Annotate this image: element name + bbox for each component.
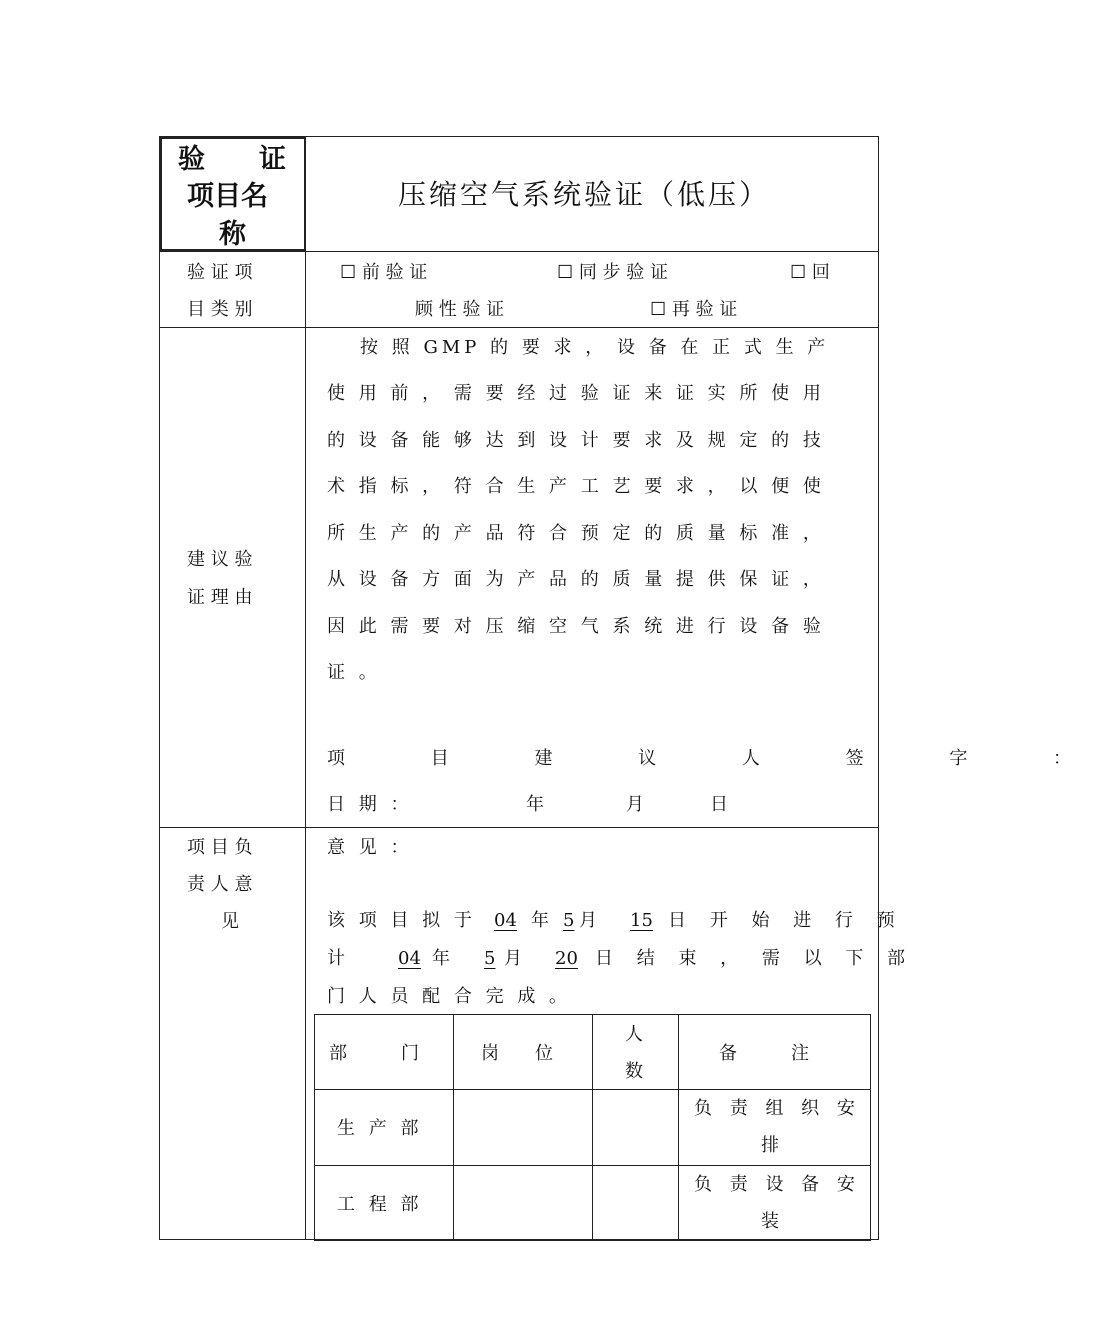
checkbox-concurrent[interactable]: ☐ 同 步 验 证: [557, 262, 669, 283]
opinion-label: 意 见 ：: [327, 837, 413, 858]
manager-label: 责 人 意: [187, 874, 253, 895]
reason-text-line: 的 设 备 能 够 达 到 设 计 要 求 及 规 定 的 技: [327, 430, 825, 451]
project-name-label: 验 证: [178, 144, 286, 175]
row-dept: 生 产 部: [337, 1118, 423, 1140]
reason-text-line: 使 用 前 ， 需 要 经 过 验 证 来 证 实 所 使 用: [327, 383, 825, 404]
category-label: 目 类 别: [187, 299, 253, 320]
manager-label: 项 目 负: [187, 837, 253, 858]
date-day: 日: [710, 794, 728, 815]
table-cell[interactable]: [593, 1090, 679, 1165]
table-cell: [315, 1090, 454, 1165]
category-label: 验 证 项: [187, 262, 253, 283]
reason-text-line: 证 。: [327, 662, 381, 683]
reason-text-line: 按 照 GMP 的 要 求 ， 设 备 在 正 式 生 产: [360, 337, 830, 358]
header-cell: [454, 1015, 593, 1090]
start-month-unit: 月: [579, 910, 597, 931]
plan-text: 门 人 员 配 合 完 成 。: [327, 986, 572, 1007]
row-divider: [159, 327, 879, 328]
checkbox-prospective[interactable]: ☐ 前 验 证: [340, 262, 428, 283]
manager-label: 见: [221, 911, 239, 932]
table-row: [315, 1165, 871, 1240]
header-remark: 备 注: [719, 1043, 809, 1064]
row-remark: 负 责 设 备 安: [694, 1173, 861, 1195]
row-remark: 排: [761, 1135, 779, 1157]
start-year: 04: [494, 910, 517, 931]
header-count: 人: [625, 1024, 643, 1045]
reason-label: 建 议 验: [187, 549, 253, 570]
row-remark: 装: [761, 1210, 779, 1232]
checkbox-retrospective[interactable]: ☐ 回: [790, 262, 830, 283]
project-name-value: 压缩空气系统验证（低压）: [398, 178, 771, 211]
table-cell[interactable]: [593, 1165, 679, 1240]
header-count: 数: [625, 1061, 643, 1082]
table-cell[interactable]: [454, 1090, 593, 1165]
plan-text: 该 项 目 拟 于: [327, 910, 476, 931]
header-cell: [679, 1015, 871, 1090]
table-cell: [315, 1165, 454, 1240]
reason-text-line: 因 此 需 要 对 压 缩 空 气 系 统 进 行 设 备 验: [327, 616, 825, 637]
reason-text-line: 术 指 标 ， 符 合 生 产 工 艺 要 求 ， 以 便 使: [327, 476, 825, 497]
start-year-unit: 年: [531, 910, 549, 931]
staff-table: [314, 1014, 871, 1241]
date-label: 日 期 ：: [327, 794, 413, 815]
date-year: 年: [526, 794, 544, 815]
plan-text: 日 开 始 进 行 预: [668, 910, 904, 931]
end-day: 20: [555, 948, 578, 969]
reason-label: 证 理 由: [187, 587, 253, 608]
plan-text: 日 结 束 ， 需 以 下 部: [595, 948, 915, 969]
start-month: 5: [563, 910, 575, 931]
header-dept: 部 门: [329, 1043, 419, 1064]
header-position: 岗 位: [481, 1043, 553, 1064]
row-dept: 工 程 部: [337, 1193, 423, 1215]
end-year: 04: [398, 948, 421, 969]
plan-text: 计: [327, 948, 345, 969]
table-cell: [679, 1165, 871, 1240]
header-cell: [315, 1015, 454, 1090]
column-divider: [305, 136, 306, 1240]
project-name-label: 项目名: [187, 181, 268, 212]
table-cell[interactable]: [454, 1165, 593, 1240]
checkbox-revalidation[interactable]: ☐ 再 验 证: [650, 299, 738, 320]
project-name-label: 称: [219, 219, 246, 250]
row-divider: [159, 827, 879, 828]
table-row: [315, 1090, 871, 1165]
reason-text-line: 所 生 产 的 产 品 符 合 预 定 的 质 量 标 准 ，: [327, 523, 825, 544]
end-year-unit: 年: [432, 948, 450, 969]
end-month: 5: [484, 948, 496, 969]
end-month-unit: 月: [504, 948, 522, 969]
row-divider: [159, 251, 879, 252]
header-cell: [593, 1015, 679, 1090]
table-header-row: [315, 1015, 871, 1090]
row-remark: 负 责 组 织 安: [694, 1098, 861, 1120]
proposer-signature-label: 项 目 建 议 人 签 字 ：: [327, 748, 1111, 769]
checkbox-retrospective-label: 顾 性 验 证: [415, 299, 505, 320]
start-day: 15: [630, 910, 653, 931]
date-month: 月: [626, 794, 644, 815]
reason-text-line: 从 设 备 方 面 为 产 品 的 质 量 提 供 保 证 ，: [327, 569, 825, 590]
table-cell: [679, 1090, 871, 1165]
